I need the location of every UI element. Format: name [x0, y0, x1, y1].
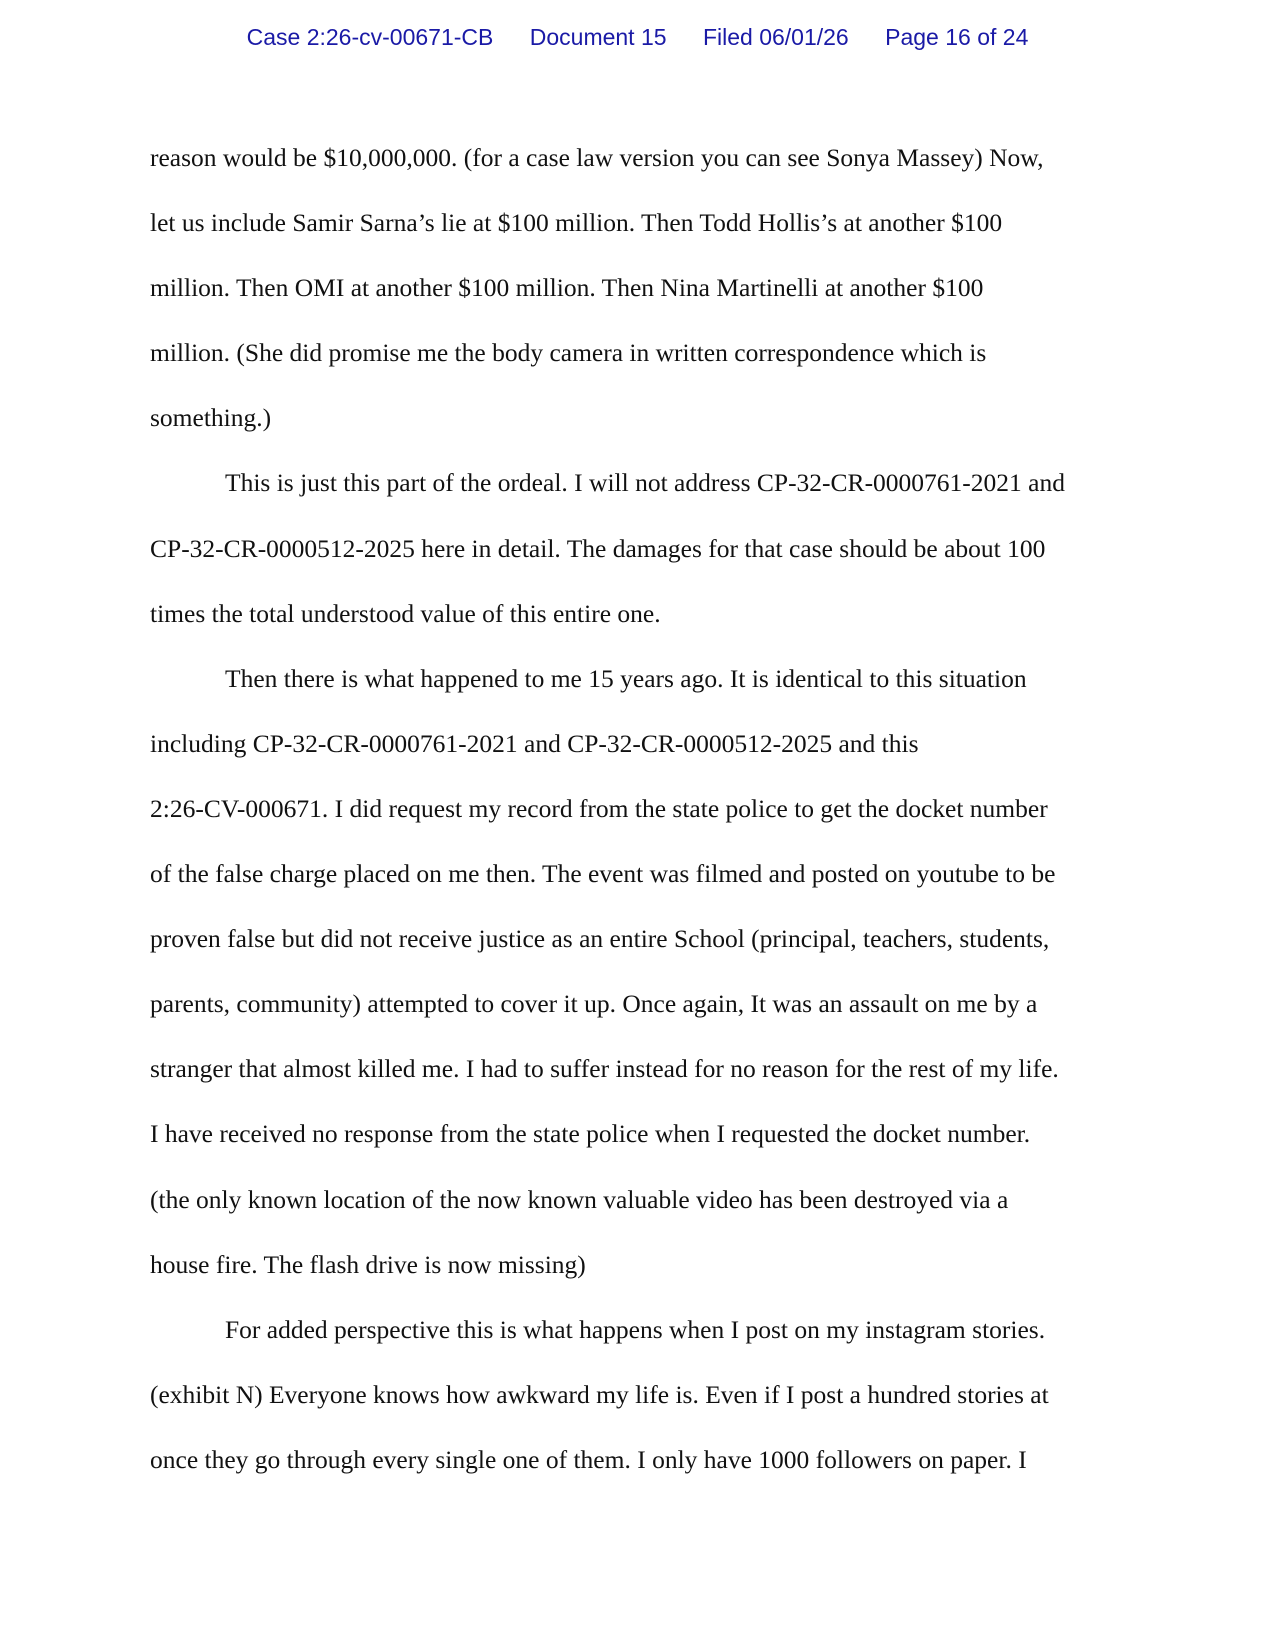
page-number: Page 16 of 24 [885, 24, 1029, 50]
text-line: of the false charge placed on me then. The event was filmed and posted on youtube to be [150, 859, 1056, 889]
text-line: stranger that almost killed me. I had to suffer instead for no reason for the rest of my life. [150, 1054, 1059, 1084]
body-text [150, 140, 1130, 1507]
text-line: million. (She did promise me the body camera in written correspondence which is [150, 338, 987, 368]
text-line: million. Then OMI at another $100 million. Then Nina Martinelli at another $100 [150, 273, 984, 303]
paragraph-first-line: This is just this part of the ordeal. I will not address CP-32-CR-0000761-2021 and [225, 468, 1065, 498]
text-line: including CP-32-CR-0000761-2021 and CP-32-CR-0000512-2025 and this [150, 728, 919, 758]
text-line: 2:26-CV-000671. I did request my record from the state police to get the docket number [150, 793, 1048, 823]
text-line: let us include Samir Sarna’s lie at $100 million. Then Todd Hollis’s at another $100 [150, 208, 1003, 238]
text-line: house fire. The flash drive is now missing) [150, 1249, 586, 1279]
text-line: parents, community) attempted to cover it up. Once again, It was an assault on me by a [150, 989, 1038, 1019]
text-line: times the total understood value of this entire one. [150, 598, 661, 628]
text-line: CP-32-CR-0000512-2025 here in detail. The damages for that case should be about 100 [150, 533, 1046, 563]
text-line: once they go through every single one of them. I only have 1000 followers on paper. I [150, 1444, 1027, 1474]
text-line: reason would be $10,000,000. (for a case law version you can see Sonya Massey) Now, [150, 143, 1044, 172]
paragraph-first-line: For added perspective this is what happens when I post on my instagram stories. [225, 1314, 1046, 1344]
paragraph-first-line: Then there is what happened to me 15 years ago. It is identical to this situation [225, 663, 1027, 693]
court-filing-header [0, 24, 1275, 51]
text-line: something.) [150, 403, 272, 433]
text-line: proven false but did not receive justice as an entire School (principal, teachers, students, [150, 924, 1050, 954]
filed-date: Filed 06/01/26 [702, 24, 849, 50]
text-line: I have received no response from the state police when I requested the docket number. [150, 1119, 1031, 1149]
document-number: Document 15 [529, 24, 667, 50]
text-line: (exhibit N) Everyone knows how awkward my life is. Even if I post a hundred stories at [150, 1379, 1049, 1409]
case-number: Case 2:26-cv-00671-CB [246, 24, 494, 50]
text-line: (the only known location of the now known valuable video has been destroyed via a [150, 1184, 1009, 1214]
